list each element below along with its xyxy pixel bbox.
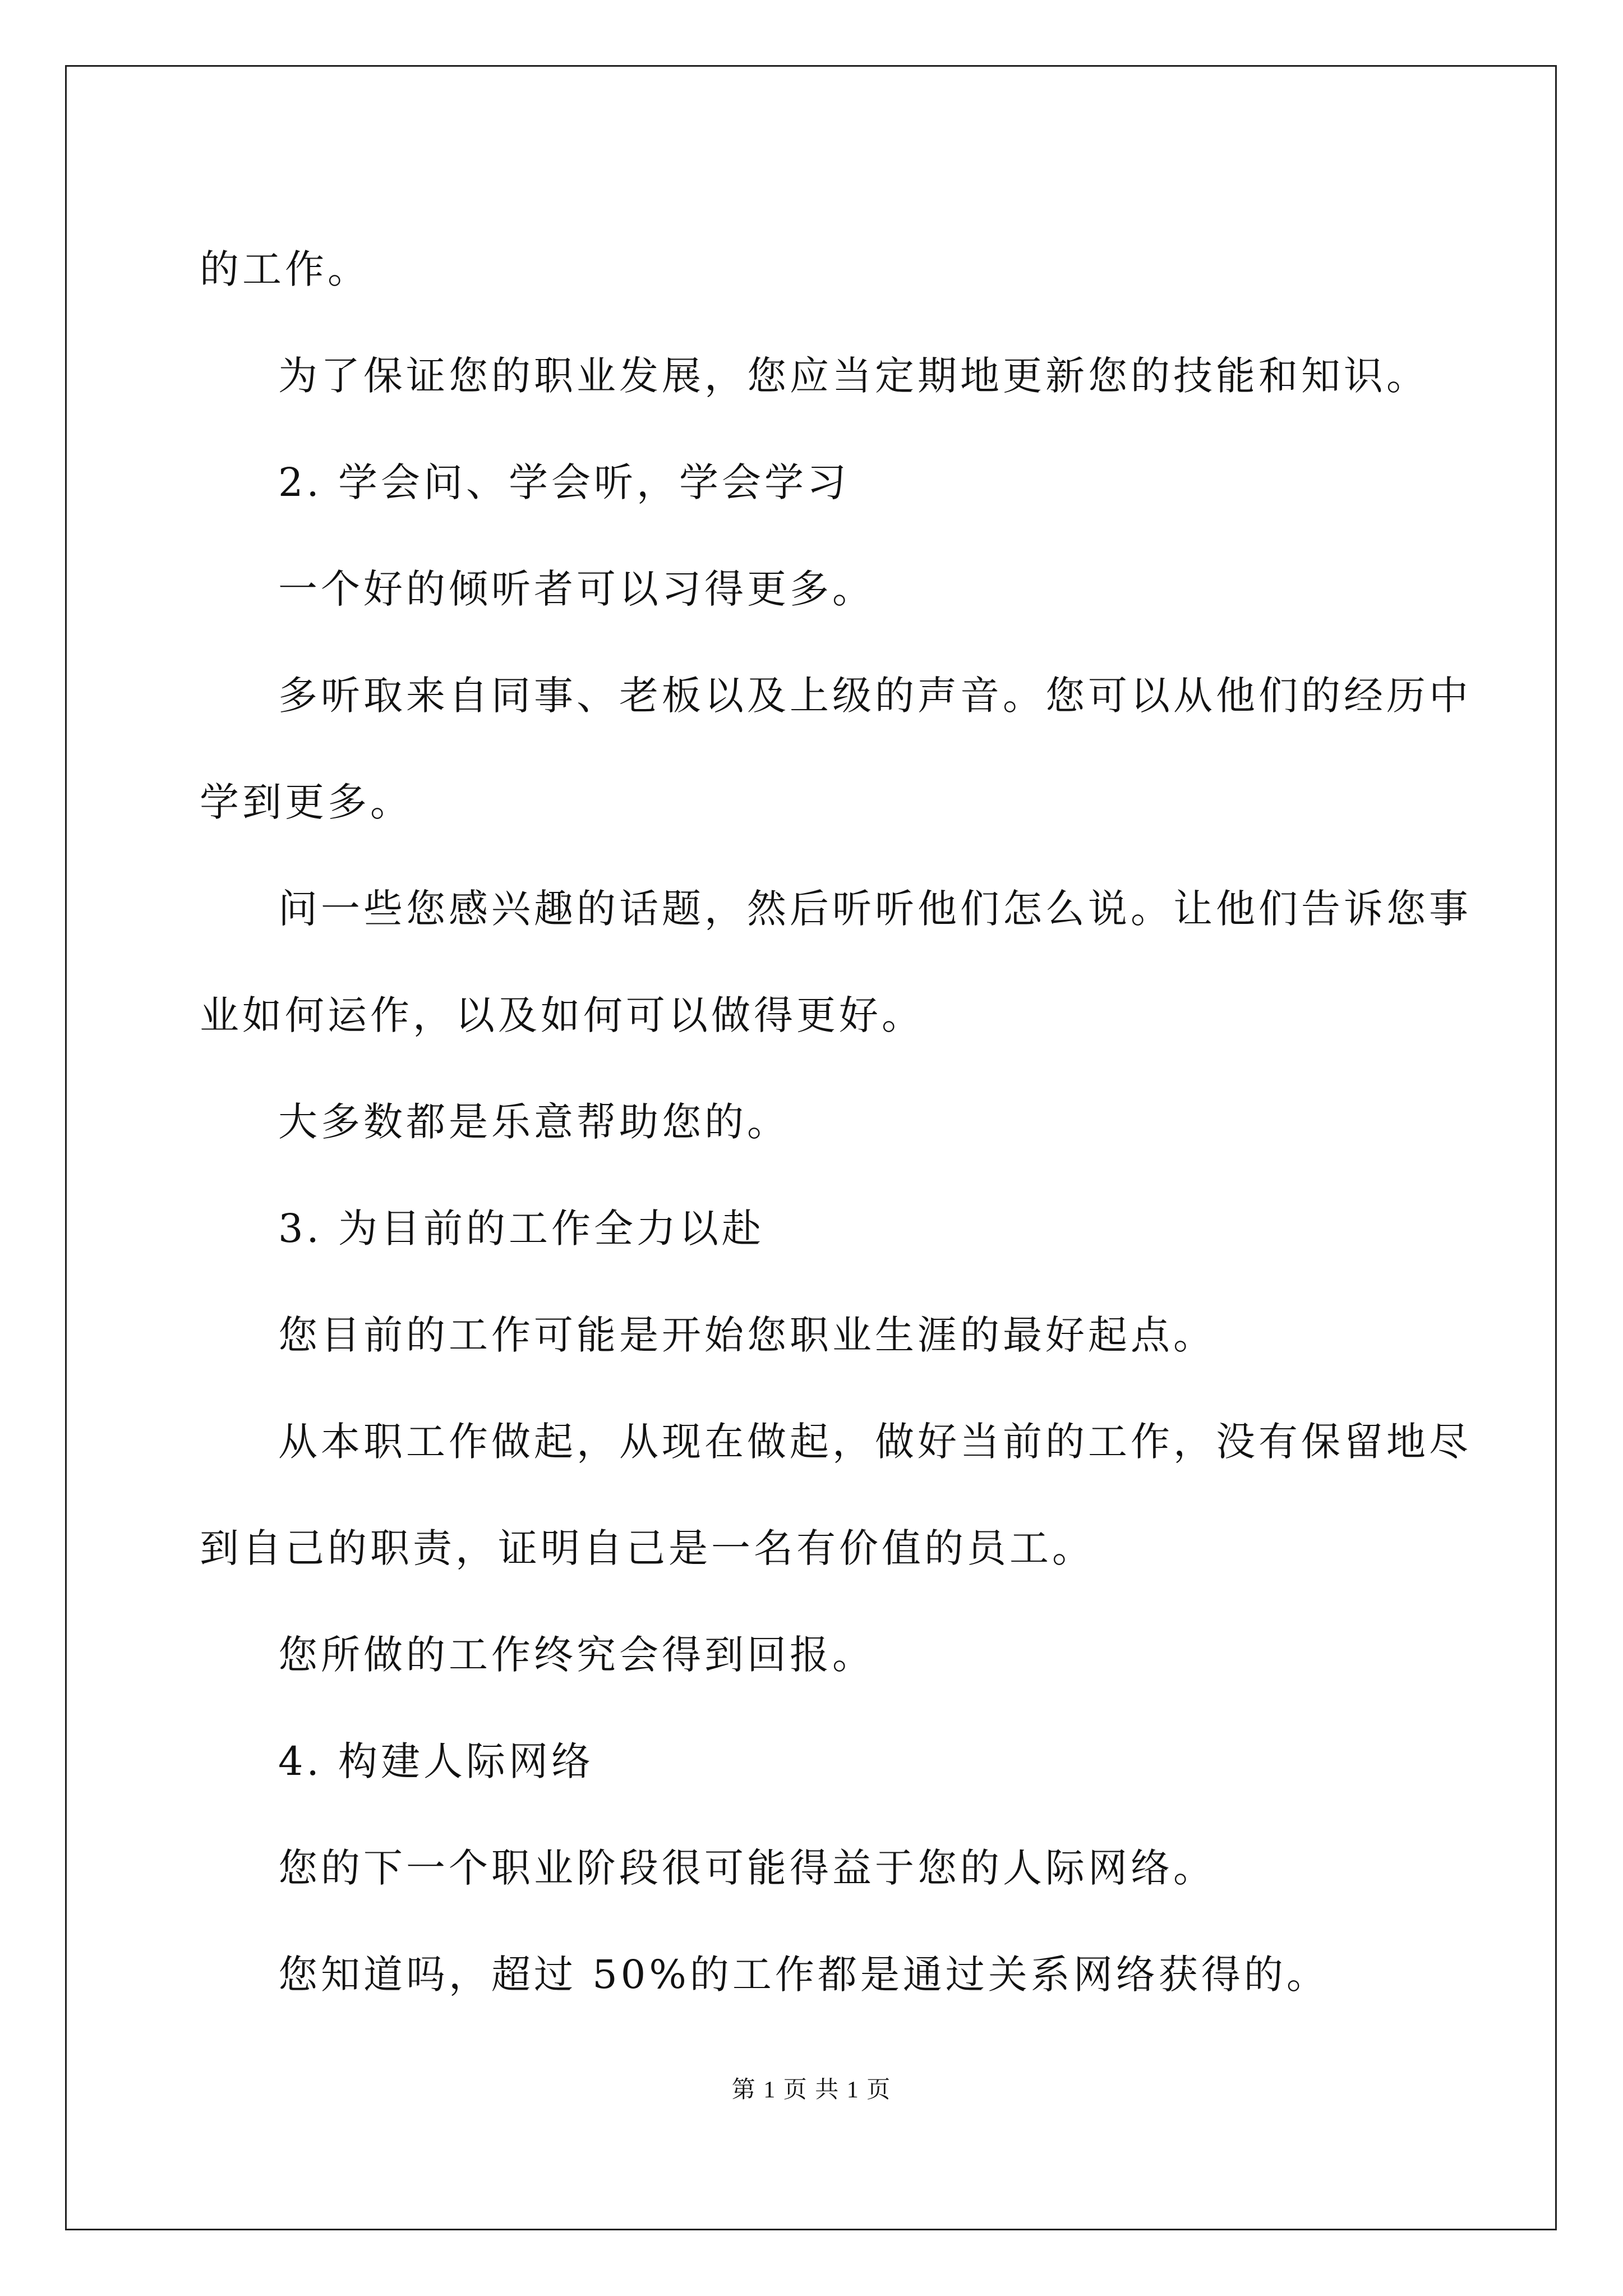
paragraph-line: 您所做的工作终究会得到回报。 — [278, 1632, 875, 1678]
document-body — [200, 216, 1472, 2028]
paragraph-line: 为了保证您的职业发展，您应当定期地更新您的技能和知识。 — [278, 353, 1429, 399]
paragraph-line: 多听取来自同事、老板以及上级的声音。您可以从他们的经历中 — [278, 673, 1472, 719]
paragraph-line: 从本职工作做起，从现在做起，做好当前的工作，没有保留地尽 — [278, 1419, 1472, 1465]
paragraph-line: 业如何运作，以及如何可以做得更好。 — [200, 992, 924, 1038]
paragraph-line: 您知道吗，超过 50%的工作都是通过关系网络获得的。 — [278, 1952, 1329, 1998]
paragraph-line: 的工作。 — [200, 246, 370, 292]
section-heading: 4. 构建人际网络 — [278, 1738, 594, 1784]
paragraph-line: 问一些您感兴趣的话题，然后听听他们怎么说。让他们告诉您事 — [278, 886, 1472, 932]
paragraph-line: 到自己的职责，证明自己是一名有价值的员工。 — [200, 1525, 1095, 1571]
section-heading: 2. 学会问、学会听，学会学习 — [278, 459, 850, 505]
section-heading: 3. 为目前的工作全力以赴 — [278, 1205, 765, 1251]
page-number-footer: 第 1 页 共 1 页 — [731, 2077, 892, 2103]
paragraph-line: 学到更多。 — [200, 779, 413, 825]
paragraph-line: 大多数都是乐意帮助您的。 — [278, 1099, 790, 1145]
paragraph-line: 您目前的工作可能是开始您职业生涯的最好起点。 — [278, 1312, 1216, 1358]
paragraph-line: 一个好的倾听者可以习得更多。 — [278, 566, 875, 612]
paragraph-line: 您的下一个职业阶段很可能得益于您的人际网络。 — [278, 1845, 1216, 1891]
